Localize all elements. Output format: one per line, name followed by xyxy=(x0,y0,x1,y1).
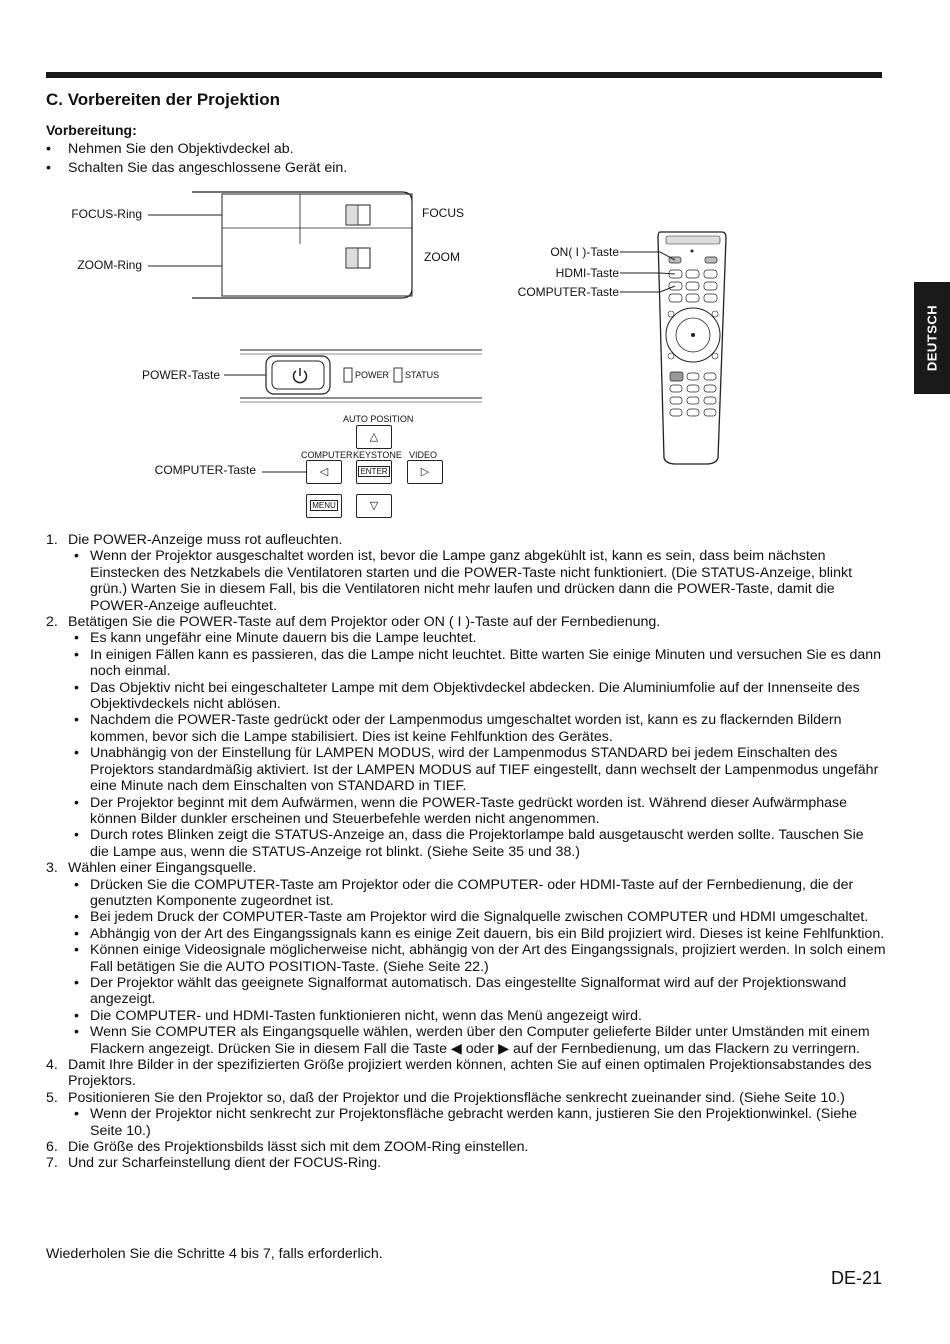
step-text: Betätigen Sie die POWER-Taste auf dem Projektor oder ON ( I )-Taste auf der Fernbedienung. xyxy=(68,614,661,631)
step-number: 1. xyxy=(46,532,58,548)
power-icon xyxy=(290,366,310,386)
step-bullet: • Können einige Videosignale möglicherweise nicht, abhängig von der Art des Eingangssignals, projiziert werden. In solch einem Fall betätigen Sie die AUTO POSITION-Taste. (Siehe Seite 22.) xyxy=(68,942,886,975)
power-key-label: POWER-Taste xyxy=(141,368,220,382)
menu-button xyxy=(306,494,342,518)
top-rule xyxy=(46,72,882,78)
language-tab-label: DEUTSCH xyxy=(924,304,940,372)
step-bullet: • In einigen Fällen kann es passieren, das die Lampe nicht leuchtet. Bitte warten Sie einige Minuten und versuchen Sie es dann noch einmal. xyxy=(68,647,886,680)
step-number: 5. xyxy=(46,1089,58,1106)
closing-note: Wiederholen Sie die Schritte 4 bis 7, falls erforderlich. xyxy=(46,1246,383,1262)
zoom-ring-label: ZOOM-Ring xyxy=(77,258,142,272)
computer-key-leader xyxy=(262,470,308,474)
step-number: 3. xyxy=(46,860,58,877)
power-panel-diagram xyxy=(220,346,485,406)
focus-ring-label: FOCUS-Ring xyxy=(71,207,142,221)
step-item xyxy=(46,1155,886,1171)
step-number: 4. xyxy=(46,1057,58,1073)
step-bullet: • Der Projektor wählt das geeignete Signalformat automatisch. Das eingestellte Signalformat wird auf der Projektionswand angezeigt. xyxy=(68,975,886,1008)
step-bullet: • Drücken Sie die COMPUTER-Taste am Projektor oder die COMPUTER- oder HDMI-Taste auf der Fernbedienung, die der genutzten Komponente zugeordnet ist. xyxy=(68,877,886,910)
remote-computer-key-label: COMPUTER-Taste xyxy=(517,285,619,299)
step-bullet: • Durch rotes Blinken zeigt die STATUS-Anzeige an, dass die Projektorlampe bald ausgetauscht werden sollte. Tauschen Sie die Lampe aus, wenn die STATUS-Anzeige rot blinkt. (Siehe Seite 35 und 38.) xyxy=(68,827,886,860)
step-item xyxy=(46,1139,886,1155)
computer-left-button: ◁ xyxy=(306,460,342,484)
zoom-label: ZOOM xyxy=(424,250,460,264)
step-bullet: • Bei jedem Druck der COMPUTER-Taste am Projektor wird die Signalquelle zwischen COMPUTER und HDMI umgeschaltet. xyxy=(68,909,886,925)
auto-position-up-button: △ xyxy=(356,425,392,449)
keystone-label: KEYSTONE xyxy=(353,450,402,460)
remote-on-key-label: ON( I )-Taste xyxy=(550,245,619,259)
remote-control-diagram xyxy=(620,228,730,468)
enter-button xyxy=(356,460,392,484)
focus-label: FOCUS xyxy=(422,206,464,220)
step-bullet: • Wenn Sie COMPUTER als Eingangsquelle wählen, werden über den Computer gelieferte Bilder unter Umständen mit einem Flackern angezeigt. Drücken Sie in diesem Fall die Taste ◀ oder ▶ auf der Fernbedienung, um das Flackern zu verringern. xyxy=(68,1024,886,1057)
step-bullet: • Das Objektiv nicht bei eingeschalteter Lampe mit dem Objektivdeckel abdecken. Die Aluminiumfolie auf der Innenseite des Objektivdeckels nicht ablösen. xyxy=(68,680,886,713)
computer-key-label: COMPUTER-Taste xyxy=(154,463,256,477)
step-text: Damit Ihre Bilder in der spezifizierten Größe projiziert werden können, achten Sie auf einen optimalen Projektionsabstandes des Projektors. xyxy=(68,1057,872,1090)
menu-label: MENU xyxy=(312,501,336,510)
lens-diagram xyxy=(140,188,470,303)
step-item xyxy=(46,1057,886,1090)
step-item xyxy=(46,1090,886,1139)
page-number: DE-21 xyxy=(830,1268,882,1288)
language-tab xyxy=(914,282,950,394)
step-bullet: • Abhängig von der Art des Eingangssignals kann es einige Zeit dauern, bis ein Bild projiziert wird. Dieses ist keine Fehlfunktion. xyxy=(68,926,886,942)
step-bullet: • Es kann ungefähr eine Minute dauern bis die Lampe leuchtet. xyxy=(68,630,886,646)
remote-hdmi-key-label: HDMI-Taste xyxy=(555,266,619,280)
step-bullet: • Nachdem die POWER-Taste gedrückt oder der Lampenmodus umgeschaltet worden ist, kann es zu flackernden Bildern kommen, bevor sich die Lampe stabilisiert. Dies ist keine Fehlfunktion des Gerätes. xyxy=(68,712,886,745)
step-text: Die POWER-Anzeige muss rot aufleuchten. xyxy=(68,532,343,548)
preparation-list xyxy=(46,140,347,178)
step-bullet: • Wenn der Projektor ausgeschaltet worden ist, bevor die Lampe ganz abgekühlt ist, kann es sein, dass beim nächsten Einstecken des Netzkabels die Ventilatoren starten und die POWER-Taste nicht funktioniert. (Die STATUS-Anzeige, blinkt grün.) Warten Sie in diesem Fall, bis die Ventilatoren nicht mehr laufen und drücken dann die POWER-Taste, damit die POWER-Anzeige aufleuchtet. xyxy=(68,548,886,614)
step-text: Die Größe des Projektionsbilds lässt sich mit dem ZOOM-Ring einstellen. xyxy=(68,1139,529,1156)
status-indicator-label: STATUS xyxy=(405,370,440,380)
step-text: Positionieren Sie den Projektor so, daß der Projektor und die Projektionsfläche senkrecht zueinander sind. (Siehe Seite 10.) xyxy=(68,1089,845,1106)
step-item xyxy=(46,860,886,1057)
preparation-item: • Nehmen Sie den Objektivdeckel ab. xyxy=(46,140,347,159)
auto-position-label: AUTO POSITION xyxy=(343,414,414,424)
step-text: Wählen einer Eingangsquelle. xyxy=(68,860,257,877)
step-bullet: • Die COMPUTER- und HDMI-Tasten funktionieren nicht, wenn das Menü angezeigt wird. xyxy=(68,1008,886,1024)
step-bullet: • Unabhängig von der Einstellung für LAMPEN MODUS, wird der Lampenmodus STANDARD bei jedem Einschalten des Projektors standardmäßig aktiviert. Ist der LAMPEN MODUS auf TIEF eingestellt, dann wechselt der Lampenmodus ungefähr eine Minute nach dem Einschalten von STANDARD in TIEF. xyxy=(68,745,886,794)
step-number: 2. xyxy=(46,614,58,631)
step-item xyxy=(46,532,886,614)
power-indicator-label: POWER xyxy=(355,370,390,380)
video-right-button: ▷ xyxy=(407,460,443,484)
step-number: 6. xyxy=(46,1139,58,1156)
computer-label: COMPUTER xyxy=(301,450,353,460)
preparation-item: • Schalten Sie das angeschlossene Gerät ein. xyxy=(46,159,347,178)
step-item xyxy=(46,614,886,860)
down-button: ▽ xyxy=(356,494,392,518)
section-title: C. Vorbereiten der Projektion xyxy=(46,90,280,109)
enter-label: ENTER xyxy=(360,467,388,476)
preparation-heading: Vorbereitung: xyxy=(46,122,137,138)
video-label: VIDEO xyxy=(409,450,438,460)
step-text: Und zur Scharfeinstellung dient der FOCUS-Ring. xyxy=(68,1155,382,1172)
step-bullet: • Wenn der Projektor nicht senkrecht zur Projektonsfläche gebracht werden kann, justieren Sie den Projektionwinkel. (Siehe Seite 10.) xyxy=(68,1106,886,1139)
step-bullet: • Der Projektor beginnt mit dem Aufwärmen, wenn die POWER-Taste gedrückt worden ist. Während dieser Aufwärmphase können Bilder dunkler erscheinen und Steuerbefehle werden nicht angenommen. xyxy=(68,795,886,828)
steps-list xyxy=(46,532,886,1172)
step-number: 7. xyxy=(46,1155,58,1172)
